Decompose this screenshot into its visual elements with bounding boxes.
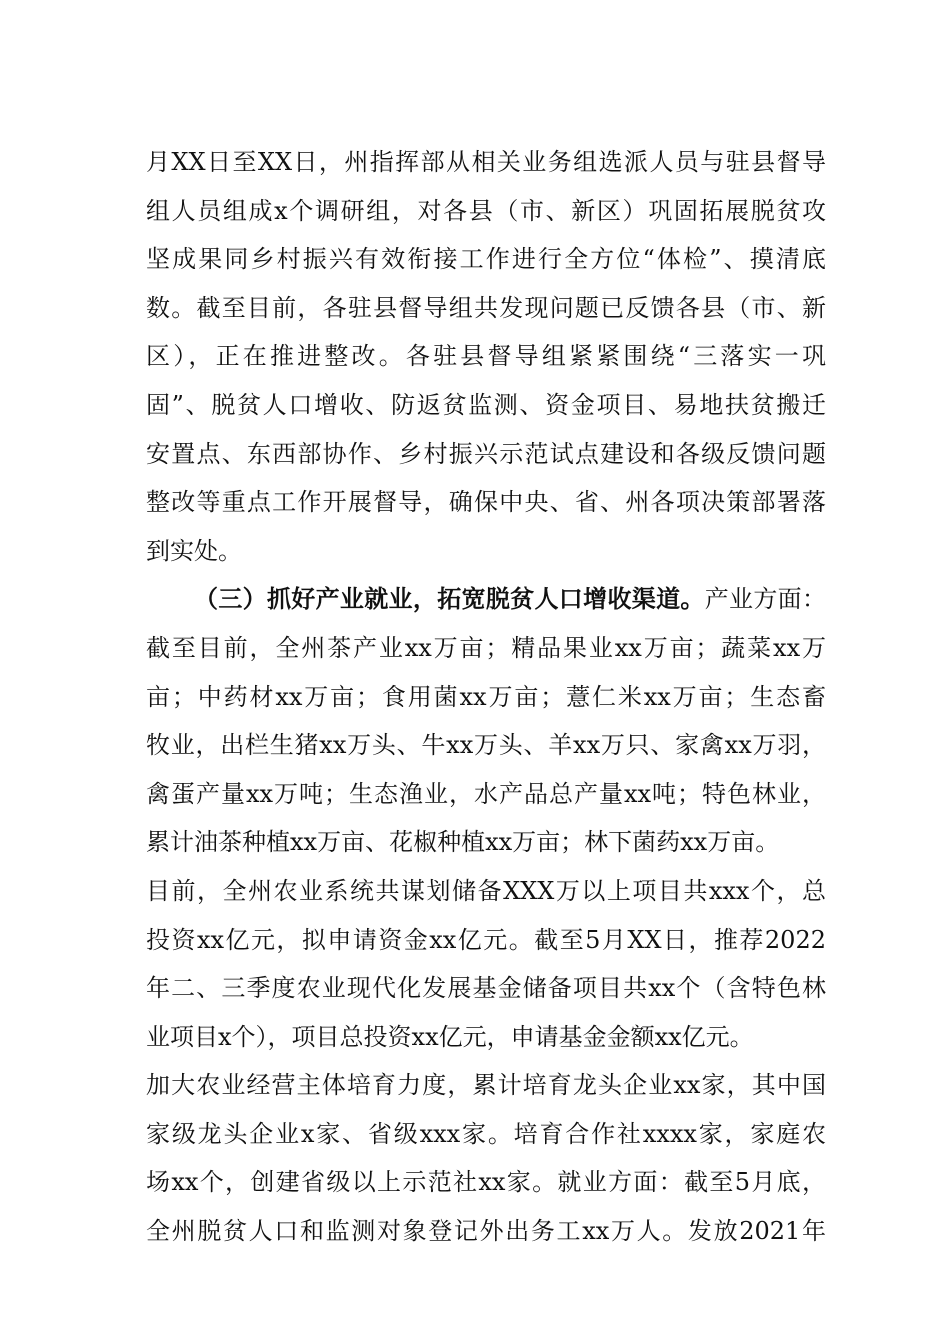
text-line: 累计油茶种植xx万亩、花椒种植xx万亩；林下菌药xx万亩。 — [146, 828, 780, 857]
text-line: 月XX日至XX日，州指挥部从相关业务组选派人员与驻县督导 — [146, 148, 826, 176]
text-line: 业项目x个），项目总投资xx亿元，申请基金金额xx亿元。 — [146, 1022, 754, 1051]
text-line: 场xx个，创建省级以上示范社xx家。就业方面：截至5月底， — [146, 1168, 826, 1197]
text-line: 安置点、东西部协作、乡村振兴示范试点建设和各级反馈问题 — [146, 439, 826, 468]
text-line: 亩；中药材xx万亩；食用菌xx万亩；薏仁米xx万亩；生态畜 — [146, 682, 826, 711]
document-body — [146, 138, 826, 1256]
text-line: 加大农业经营主体培育力度，累计培育龙头企业xx家，其中国 — [146, 1071, 826, 1100]
section-heading: （三）抓好产业就业，拓宽脱贫人口增收渠道。 — [194, 584, 705, 614]
text-line: 年二、三季度农业现代化发展基金储备项目共xx个（含特色林 — [146, 974, 826, 1003]
text-line: 组人员组成x个调研组，对各县（市、新区）巩固拓展脱贫攻 — [146, 196, 826, 225]
text-line: 整改等重点工作开展督导，确保中央、省、州各项决策部署落 — [146, 488, 826, 517]
text-line: 截至目前，全州茶产业xx万亩；精品果业xx万亩；蔬菜xx万 — [146, 633, 826, 662]
text-line: 禽蛋产量xx万吨；生态渔业，水产品总产量xx吨；特色林业， — [146, 779, 826, 808]
text-line: 牧业，出栏生猪xx万头、牛xx万头、羊xx万只、家禽xx万羽， — [146, 731, 826, 760]
text-line: 区），正在推进整改。各驻县督导组紧紧围绕“三落实一巩 — [146, 342, 826, 371]
text-line: 固”、脱贫人口增收、防返贫监测、资金项目、易地扶贫搬迁 — [146, 390, 826, 419]
text-line: 到实处。 — [146, 536, 242, 565]
text-line: 目前，全州农业系统共谋划储备XXX万以上项目共xxx个，总 — [146, 876, 826, 905]
text-line: 投资xx亿元，拟申请资金xx亿元。截至5月XX日，推荐2022 — [146, 925, 826, 954]
text-line: 数。截至目前，各驻县督导组共发现问题已反馈各县（市、新 — [146, 293, 826, 322]
paragraph-2 — [146, 575, 826, 1255]
text-line: 家级龙头企业x家、省级xxx家。培育合作社xxxx家，家庭农 — [146, 1119, 826, 1148]
heading-tail-text: 产业方面： — [704, 585, 826, 614]
paragraph-heading-line — [146, 575, 826, 624]
text-line: 全州脱贫人口和监测对象登记外出务工xx万人。发放2021年 — [146, 1217, 826, 1246]
text-line: 坚成果同乡村振兴有效衔接工作进行全方位“体检”、摸清底 — [146, 245, 826, 274]
paragraph-1 — [146, 138, 826, 575]
